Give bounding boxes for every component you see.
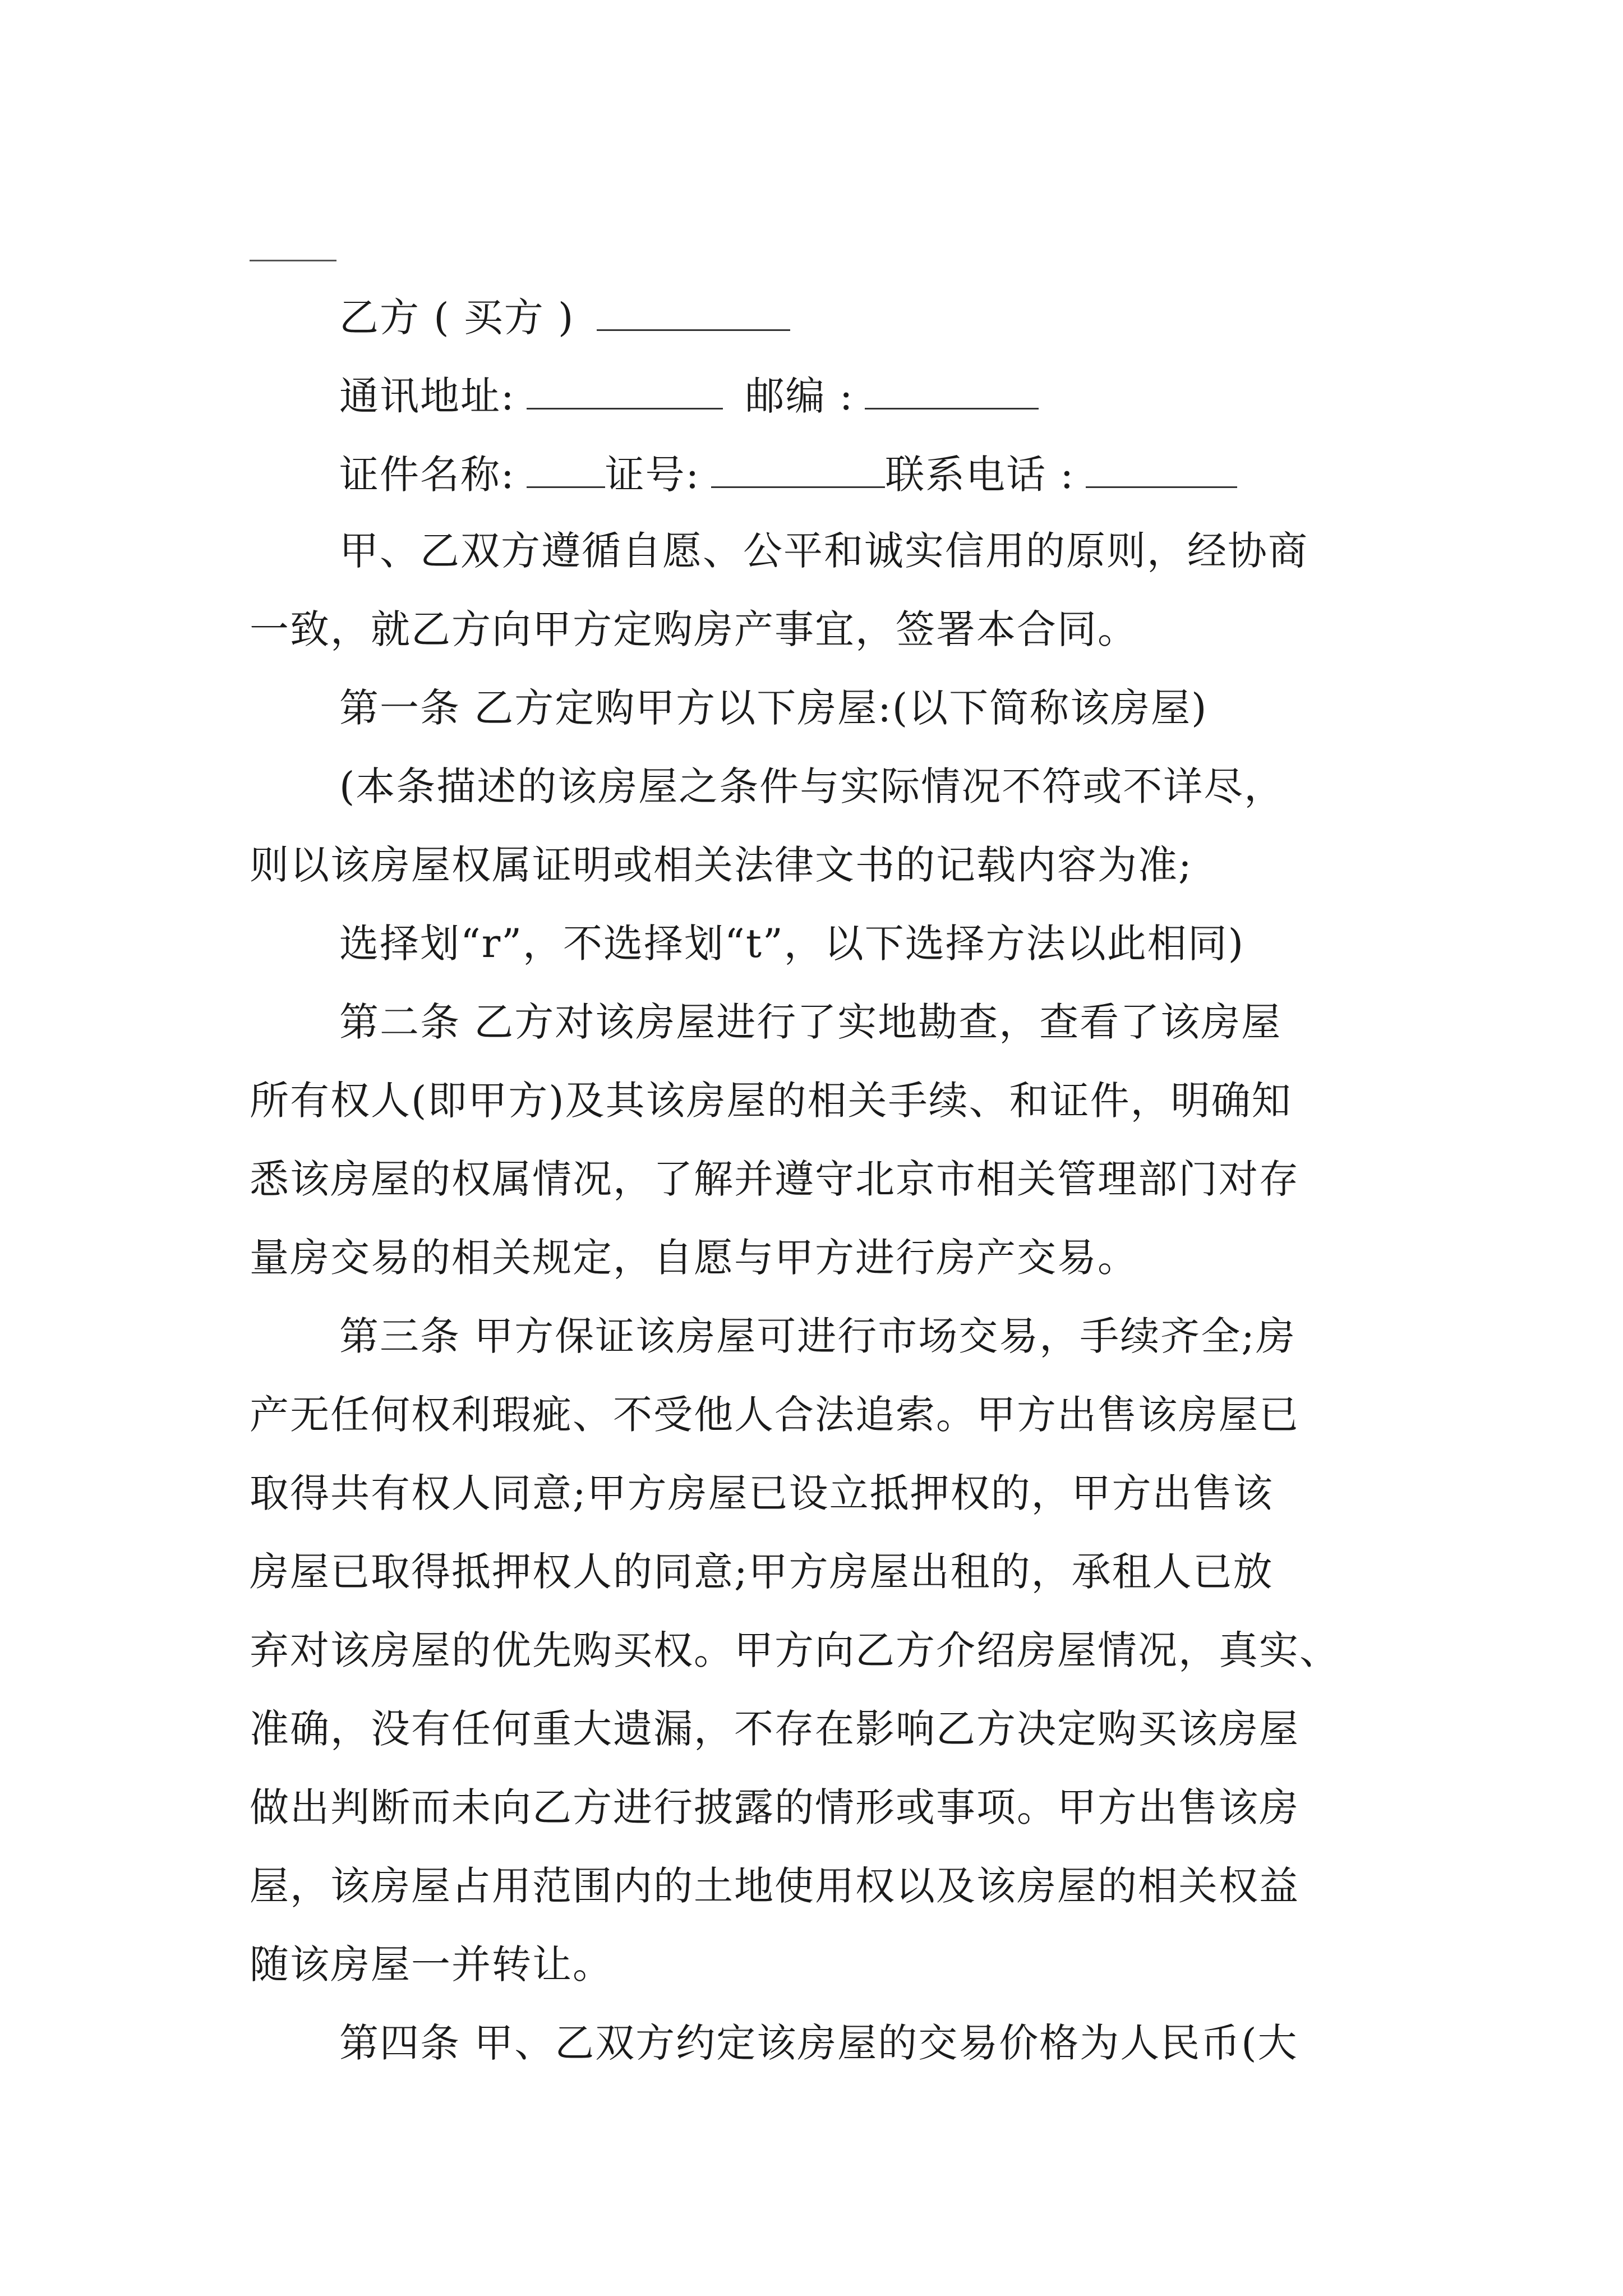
paragraph-line: 所有权人(即甲方)及其该房屋的相关手续、和证件，明确知 (250, 1078, 1292, 1124)
address-blank (527, 369, 723, 409)
paragraph-line: 屋，该房屋占用范围内的土地使用权以及该房屋的相关权益 (250, 1863, 1299, 1909)
paragraph-line: 准确，没有任何重大遗漏，不存在影响乙方决定购买该房屋 (250, 1706, 1299, 1752)
address-line (339, 369, 1478, 421)
article-3-line: 第三条 甲方保证该房屋可进行市场交易，手续齐全;房 (339, 1313, 1296, 1359)
paragraph-line: 取得共有权人同意;甲方房屋已设立抵押权的，甲方出售该 (250, 1470, 1274, 1516)
paragraph-line: 甲、乙双方遵循自愿、公平和诚实信用的原则，经协商 (339, 528, 1308, 574)
paragraph-line: 悉该房屋的权属情况，了解并遵守北京市相关管理部门对存 (250, 1156, 1299, 1202)
paragraph-line: (本条描述的该房屋之条件与实际情况不符或不详尽， (339, 763, 1285, 809)
paragraph-line: 量房交易的相关规定，自愿与甲方进行房产交易。 (250, 1235, 1138, 1281)
id-number-blank (711, 447, 885, 488)
id-line (339, 447, 1478, 500)
phone-label: 联系电话 : (885, 452, 1075, 498)
postcode-label: 邮编 : (745, 373, 854, 419)
paragraph-line: 一致，就乙方向甲方定购房产事宜，签署本合同。 (250, 606, 1138, 652)
buyer-name-blank (597, 290, 790, 331)
article-4-line: 第四条 甲、乙双方约定该房屋的交易价格为人民币(大 (339, 2020, 1298, 2066)
paragraph-line: 随该房屋一并转让。 (250, 1941, 613, 1987)
buyer-line (339, 290, 1478, 343)
phone-blank (1086, 447, 1237, 488)
id-name-label: 证件名称: (339, 452, 515, 498)
address-label: 通讯地址: (339, 373, 515, 419)
paragraph-line: 则以该房屋权属证明或相关法律文书的记载内容为准; (250, 842, 1193, 888)
article-1-heading: 第一条 乙方定购甲方以下房屋:(以下简称该房屋) (339, 685, 1208, 731)
header-rule (250, 260, 336, 261)
paragraph-line: 房屋已取得抵押权人的同意;甲方房屋出租的，承租人已放 (250, 1549, 1274, 1595)
paragraph-line: 选择划“r”，不选择划“t”，以下选择方法以此相同) (339, 921, 1245, 967)
postcode-blank (865, 369, 1039, 409)
id-name-blank (527, 447, 605, 488)
paragraph-line: 产无任何权利瑕疵、不受他人合法追索。甲方出售该房屋已 (250, 1392, 1299, 1438)
paragraph-line: 弃对该房屋的优先购买权。甲方向乙方介绍房屋情况，真实、 (250, 1627, 1340, 1673)
id-number-label: 证号: (605, 452, 700, 498)
paragraph-line: 做出判断而未向乙方进行披露的情形或事项。甲方出售该房 (250, 1784, 1299, 1830)
article-2-line: 第二条 乙方对该房屋进行了实地勘查，查看了该房屋 (339, 999, 1282, 1045)
buyer-label: 乙方 ( 买方 ) (339, 295, 575, 341)
